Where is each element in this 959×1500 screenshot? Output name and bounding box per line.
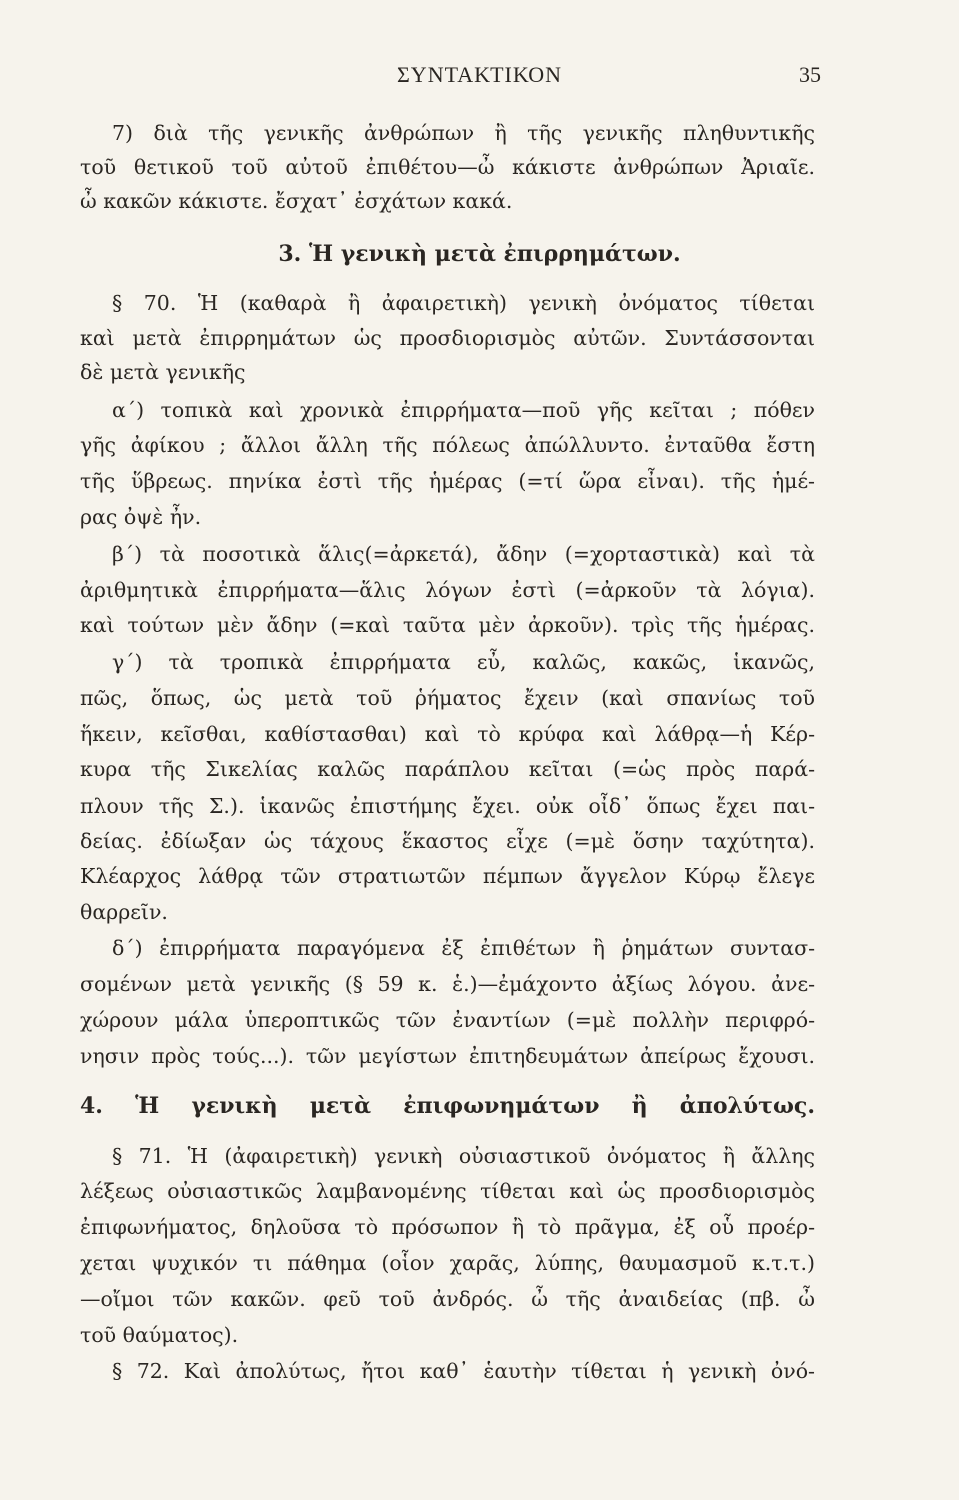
text-line: —οἴμοι τῶν κακῶν. φεῦ τοῦ ἀνδρός. ὦ τῆς ἀναιδείας (πβ. ὦ <box>80 1287 815 1311</box>
text-line: κυρα τῆς Σικελίας καλῶς παράπλου κεῖται (=ὡς πρὸς παρά- <box>80 757 815 781</box>
text-line: τῆς ὕβρεως. πηνίκα ἐστὶ τῆς ἡμέρας (=τί ὥρα εἶναι). τῆς ἡμέ- <box>80 469 815 493</box>
section-heading: 3. Ἡ γενικὴ μετὰ ἐπιρρημάτων. <box>278 241 681 267</box>
text-line: 7) διὰ τῆς γενικῆς ἀνθρώπων ἢ τῆς γενικῆς πληθυντικῆς <box>112 121 815 145</box>
text-line: § 71. Ἡ (ἀφαιρετικὴ) γενικὴ οὐσιαστικοῦ ὀνόματος ἢ ἄλλης <box>112 1144 815 1168</box>
text-line: χεται ψυχικόν τι πάθημα (οἷον χαρᾶς, λύπης, θαυμασμοῦ κ.τ.τ.) <box>80 1251 815 1275</box>
text-line: νησιν πρὸς τούς...). τῶν μεγίστων ἐπιτηδευμάτων ἀπείρως ἔχουσι. <box>80 1044 815 1068</box>
text-line: πῶς, ὅπως, ὡς μετὰ τοῦ ῥήματος ἔχειν (καὶ σπανίως τοῦ <box>80 686 815 710</box>
section-heading: 4. Ἡ γενικὴ μετὰ ἐπιφωνημάτων ἢ ἀπολύτως. <box>80 1093 815 1119</box>
text-line: πλουν τῆς Σ.). ἱκανῶς ἐπιστήμης ἔχει. οὐκ οἶδ᾽ ὅπως ἔχει παι- <box>80 794 815 818</box>
text-line: τοῦ θαύματος). <box>80 1323 239 1347</box>
text-line: ἥκειν, κεῖσθαι, καθίστασθαι) καὶ τὸ κρύφα καὶ λάθρᾳ—ἡ Κέρ- <box>80 722 815 746</box>
text-line: γῆς ἀφίκου ; ἄλλοι ἄλλη τῆς πόλεως ἀπώλλυντο. ἐνταῦθα ἔστη <box>80 433 815 457</box>
text-line: § 70. Ἡ (καθαρὰ ἢ ἀφαιρετικὴ) γενικὴ ὀνόματος τίθεται <box>112 291 815 315</box>
text-line: α΄) τοπικὰ καὶ χρονικὰ ἐπιρρήματα—ποῦ γῆς κεῖται ; πόθεν <box>112 398 815 422</box>
page-header <box>0 62 959 92</box>
text-line: § 72. Καὶ ἀπολύτως, ἤτοι καθ᾽ ἑαυτὴν τίθεται ἡ γενικὴ ὀνό- <box>112 1359 815 1383</box>
text-line: ἀριθμητικὰ ἐπιρρήματα—ἅλις λόγων ἐστὶ (=ἀρκοῦν τὰ λόγια). <box>80 578 815 602</box>
text-line: τοῦ θετικοῦ τοῦ αὐτοῦ ἐπιθέτου—ὦ κάκιστε ἀνθρώπων Ἀριαῖε. <box>80 155 815 179</box>
text-line: γ΄) τὰ τροπικὰ ἐπιρρήματα εὖ, καλῶς, κακῶς, ἱκανῶς, <box>112 650 815 674</box>
text-line: λέξεως οὐσιαστικῶς λαμβανομένης τίθεται καὶ ὡς προσδιορισμὸς <box>80 1179 815 1203</box>
text-line: χώρουν μάλα ὑπεροπτικῶς τῶν ἐναντίων (=μὲ πολλὴν περιφρό- <box>80 1008 815 1032</box>
text-line: ὦ κακῶν κάκιστε. ἔσχατ᾽ ἐσχάτων κακά. <box>80 189 513 213</box>
text-line: ρας ὀψὲ ἦν. <box>80 505 202 529</box>
running-title: ΣΥΝΤΑΚΤΙΚΟΝ <box>397 62 562 87</box>
text-line: καὶ μετὰ ἐπιρρημάτων ὡς προσδιορισμὸς αὐτῶν. Συντάσσονται <box>80 326 815 350</box>
text-line: σομένων μετὰ γενικῆς (§ 59 κ. ἑ.)—ἐμάχοντο ἀξίως λόγου. ἀνε- <box>80 972 815 996</box>
text-line: ἐπιφωνήματος, δηλοῦσα τὸ πρόσωπον ἢ τὸ πρᾶγμα, ἐξ οὗ προέρ- <box>80 1215 815 1239</box>
page-number: 35 <box>799 62 821 87</box>
text-line: Κλέαρχος λάθρᾳ τῶν στρατιωτῶν πέμπων ἄγγελον Κύρῳ ἔλεγε <box>80 864 815 888</box>
text-line: β΄) τὰ ποσοτικὰ ἅλις(=ἀρκετά), ἄδην (=χορταστικὰ) καὶ τὰ <box>112 542 815 566</box>
text-line: δείας. ἐδίωξαν ὡς τάχους ἕκαστος εἶχε (=μὲ ὅσην ταχύτητα). <box>80 829 815 853</box>
text-line: θαρρεῖν. <box>80 900 168 924</box>
text-line: δὲ μετὰ γενικῆς <box>80 360 246 384</box>
text-line: καὶ τούτων μὲν ἄδην (=καὶ ταῦτα μὲν ἀρκοῦν). τρὶς τῆς ἡμέρας. <box>80 613 815 637</box>
text-line: δ΄) ἐπιρρήματα παραγόμενα ἐξ ἐπιθέτων ἢ ῥημάτων συντασ- <box>112 936 815 960</box>
